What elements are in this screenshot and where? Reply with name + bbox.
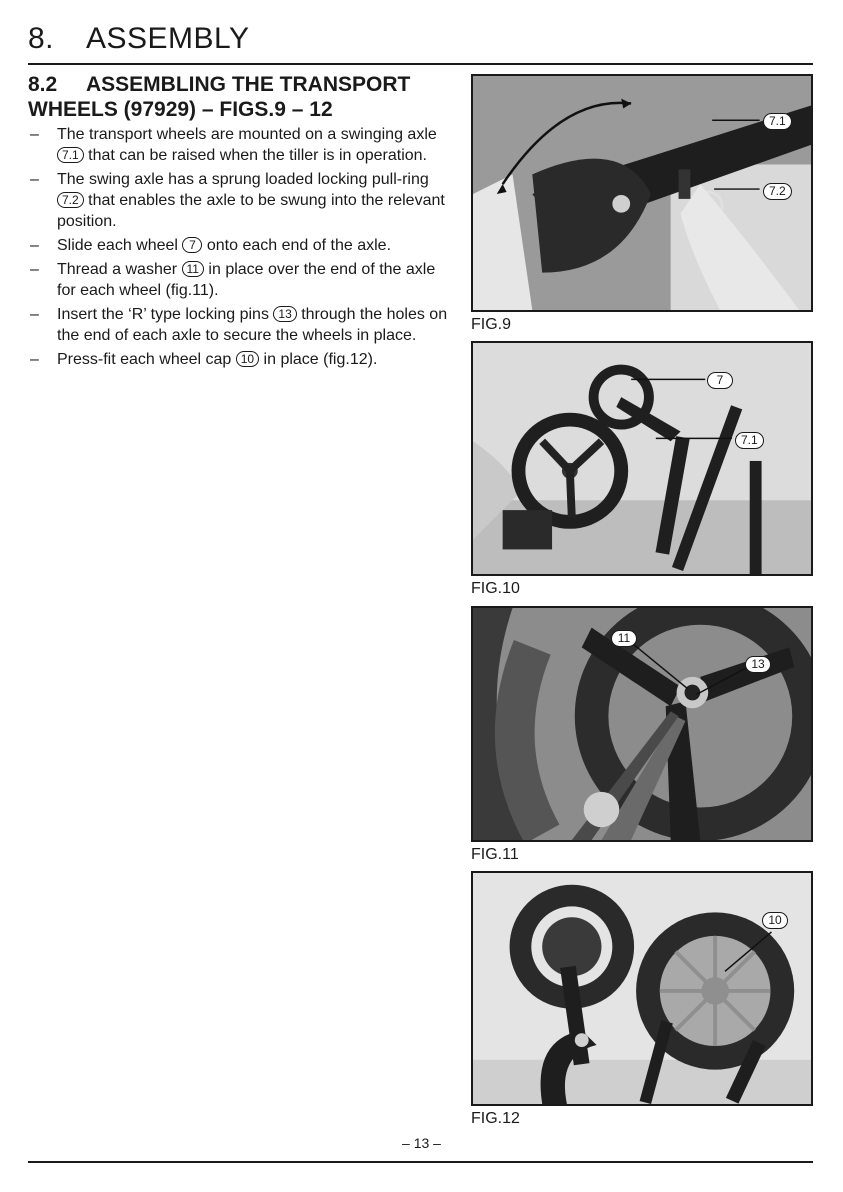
instruction-text: onto each end of the axle. [202, 237, 392, 254]
washer-and-pin-illustration [473, 608, 811, 840]
page-header [28, 22, 250, 56]
page-number: – 13 – [402, 1135, 441, 1151]
instruction-item [28, 124, 448, 166]
list-dash: – [30, 351, 39, 368]
callout-7-2: 7.2 [763, 183, 792, 200]
instruction-text: Insert the ‘R’ type locking pins [57, 306, 274, 323]
figure-12-photo [471, 871, 813, 1106]
instruction-item [28, 169, 448, 232]
instruction-item [28, 235, 448, 256]
instruction-text: The swing axle has a sprung loaded locking pull-ring [57, 171, 429, 188]
list-dash: – [30, 306, 39, 323]
chapter-title: ASSEMBLY [86, 22, 250, 55]
swing-axle-illustration [473, 76, 811, 310]
section-title [28, 72, 448, 122]
instruction-text: Press-fit each wheel cap [57, 351, 236, 368]
part-reference-tag: 7 [182, 237, 202, 253]
instruction-text: in place over the end of the axle for each wheel (fig.11). [57, 261, 436, 299]
instruction-text: that enables the axle to be swung into the relevant position. [57, 192, 445, 230]
figure-11-photo [471, 606, 813, 842]
instruction-text: through the holes on the end of each axle to secure the wheels in place. [57, 306, 448, 344]
list-dash: – [30, 237, 39, 254]
instruction-text: in place (fig.12). [259, 351, 378, 368]
instruction-item [28, 259, 448, 301]
wheel-on-axle-illustration [473, 343, 811, 574]
figure-12-caption: FIG.12 [471, 1110, 520, 1127]
header-divider [28, 63, 813, 65]
instruction-list [28, 124, 448, 373]
section-title-line1: ASSEMBLING THE TRANSPORT [86, 73, 411, 96]
instruction-text: that can be raised when the tiller is in operation. [83, 147, 427, 164]
figure-9-photo [471, 74, 813, 312]
part-reference-tag: 13 [273, 306, 296, 322]
figure-10-photo [471, 341, 813, 576]
callout-7: 7 [707, 372, 733, 389]
footer-divider [28, 1161, 813, 1163]
section-number: 8.2 [28, 73, 58, 96]
list-dash: – [30, 171, 39, 188]
figure-9-caption: FIG.9 [471, 316, 512, 333]
instruction-text: Slide each wheel [57, 237, 183, 254]
instruction-item [28, 349, 448, 370]
callout-7-1: 7.1 [735, 432, 764, 449]
list-dash: – [30, 126, 39, 143]
instruction-text: The transport wheels are mounted on a swinging axle [57, 126, 437, 143]
part-reference-tag: 7.1 [57, 147, 84, 163]
instruction-item [28, 304, 448, 346]
figure-10-caption: FIG.10 [471, 580, 520, 597]
callout-13: 13 [745, 656, 771, 673]
wheel-cap-illustration [473, 873, 811, 1104]
callout-7-1: 7.1 [763, 113, 792, 130]
figure-11-caption: FIG.11 [471, 846, 519, 863]
callout-10: 10 [762, 912, 788, 929]
chapter-number: 8. [28, 22, 55, 55]
instruction-text: Thread a washer [57, 261, 182, 278]
list-dash: – [30, 261, 39, 278]
part-reference-tag: 11 [182, 261, 204, 277]
part-reference-tag: 10 [236, 351, 259, 367]
callout-11: 11 [611, 630, 637, 647]
part-reference-tag: 7.2 [57, 192, 84, 208]
section-title-line2: WHEELS (97929) – FIGS.9 – 12 [28, 98, 333, 121]
